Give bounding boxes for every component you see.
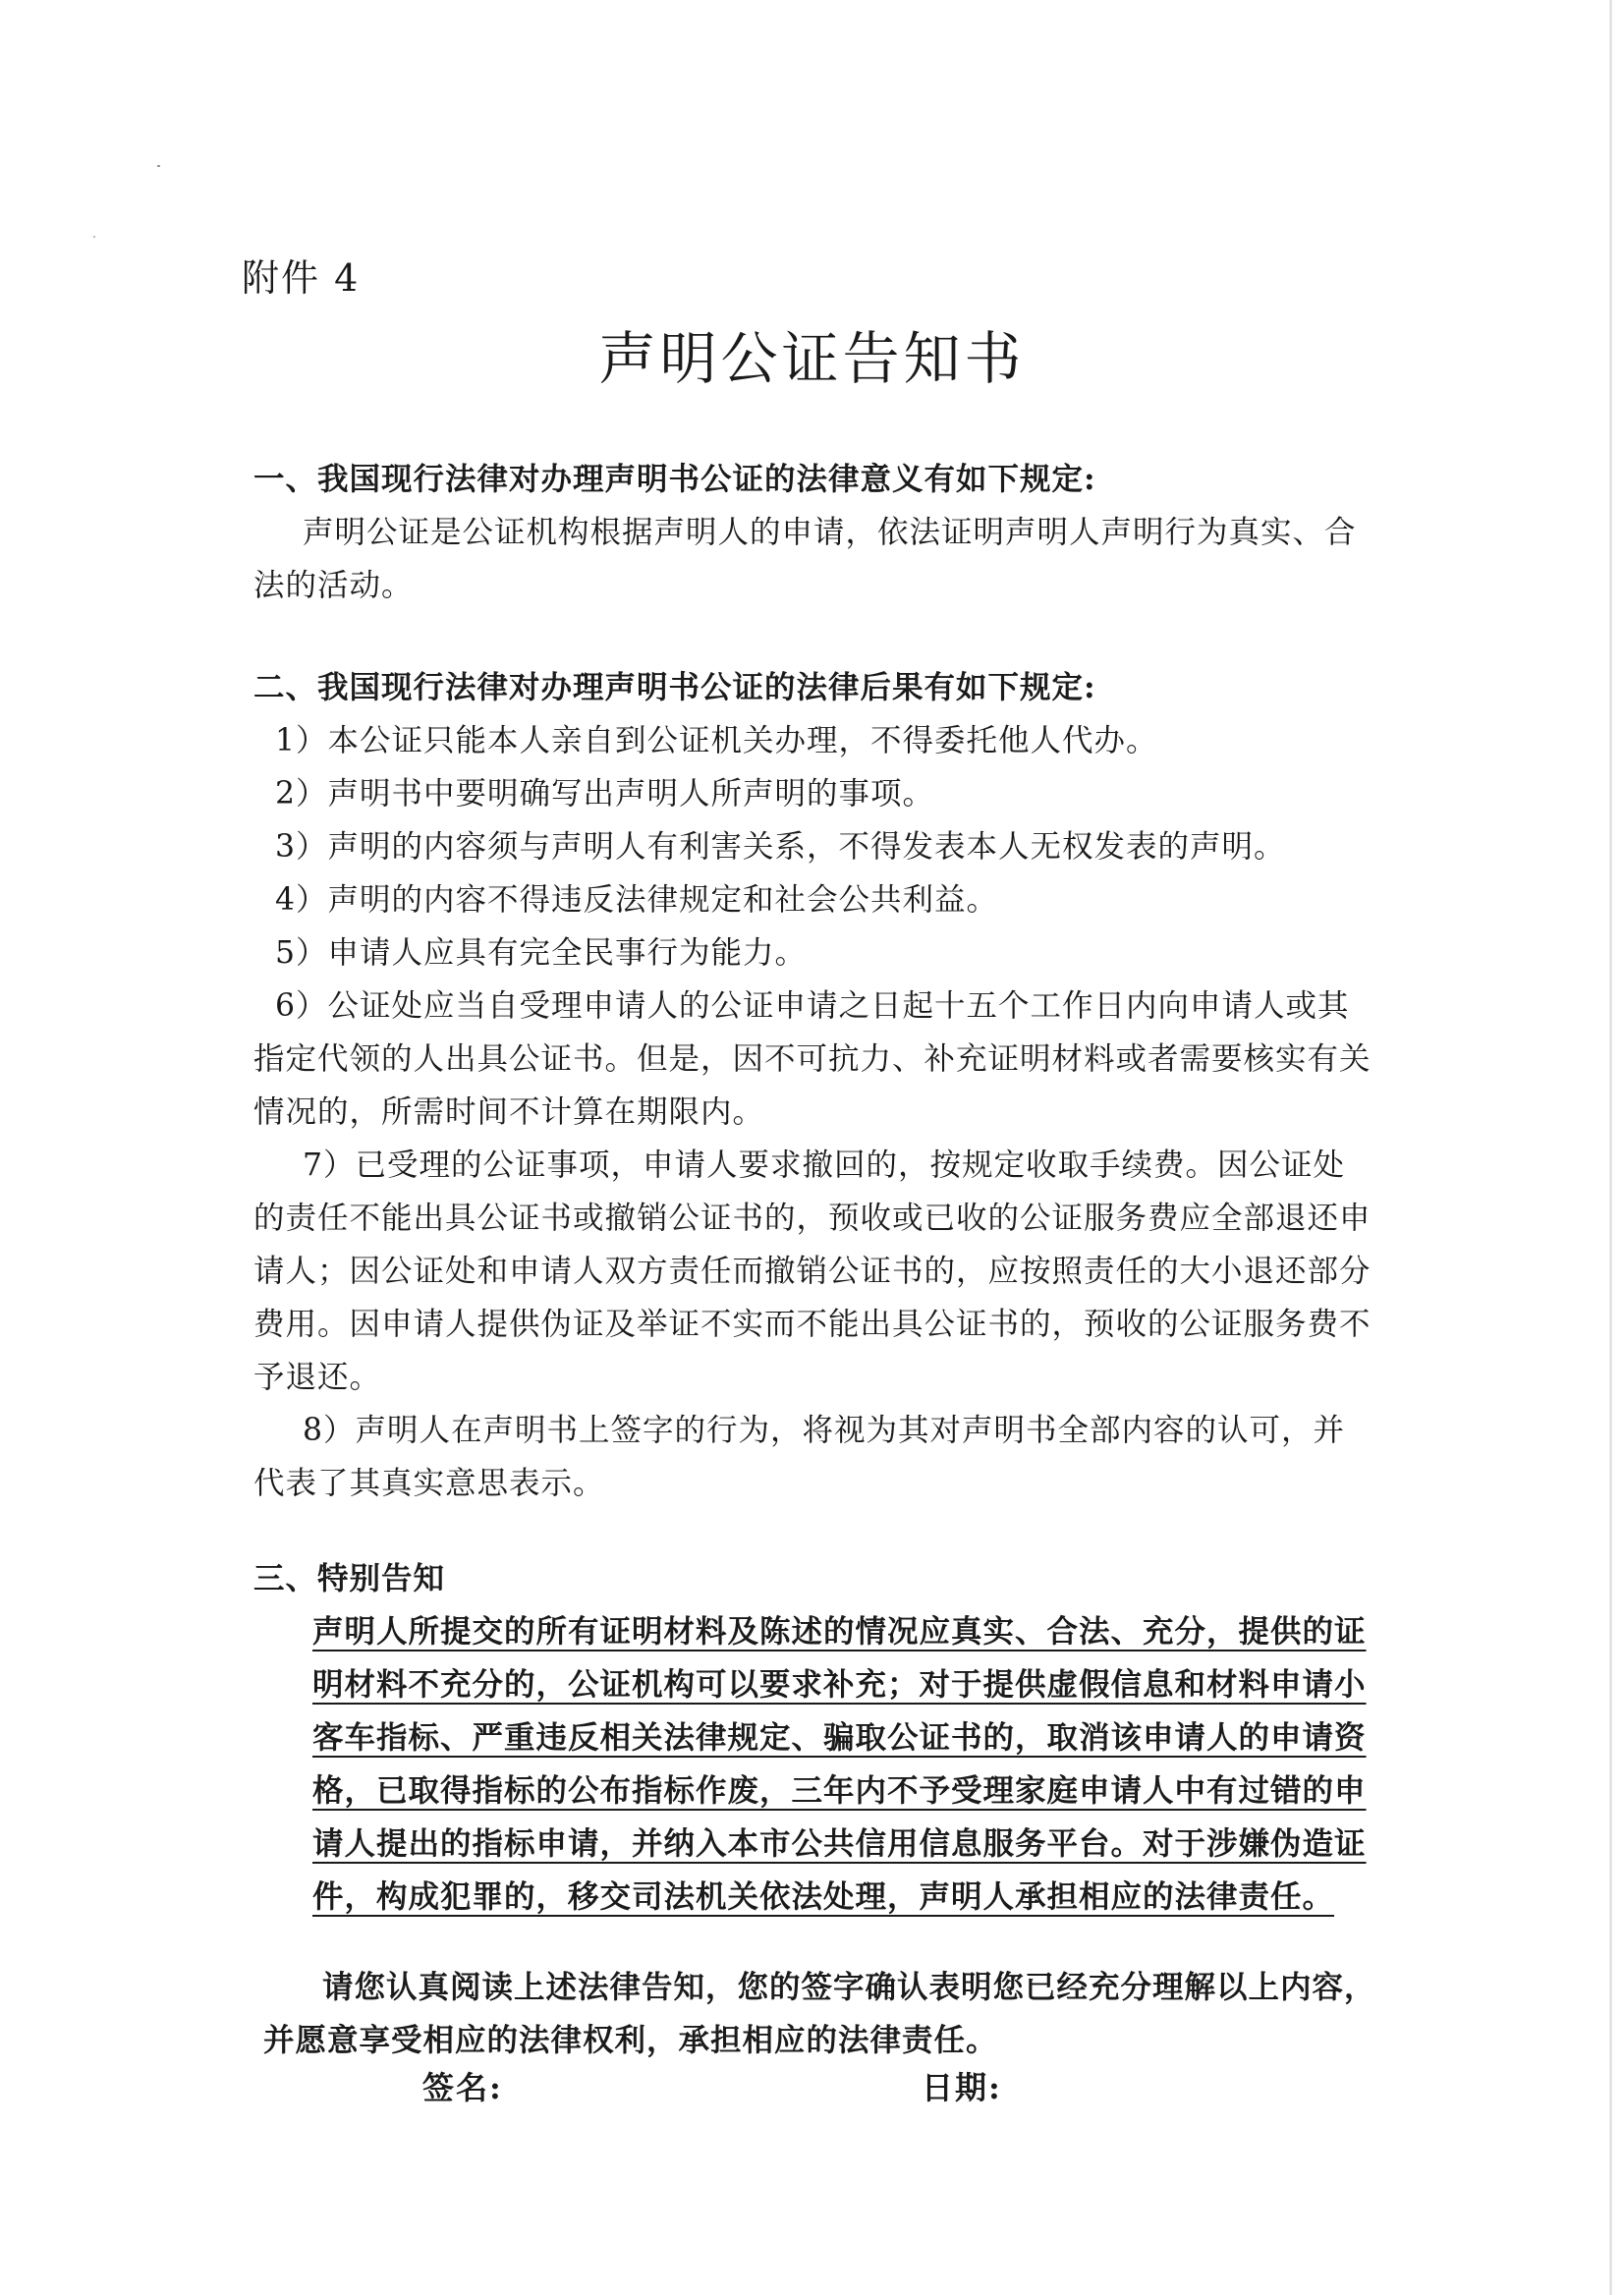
section3 xyxy=(253,1552,1383,1924)
document-title: 声明公证告知书 xyxy=(598,325,1026,392)
section3-heading: 三、特别告知 xyxy=(253,1560,446,1596)
section2-item-7-cont: 予退还。 xyxy=(253,1360,382,1395)
special-notice-line: 格，已取得指标的公布指标作废，三年内不予受理家庭申请人中有过错的申 xyxy=(312,1772,1367,1809)
date-label: 日期: xyxy=(922,2069,1002,2106)
section2-item-6-cont: 指定代领的人出具公证书。但是，因不可抗力、补充证明材料或者需要核实有关 xyxy=(253,1041,1372,1077)
section1-line: 法的活动。 xyxy=(253,568,414,603)
section2-item-7-cont: 的责任不能出具公证书或撤销公证书的，预收或已收的公证服务费应全部退还申 xyxy=(253,1201,1372,1236)
attachment-label: 附件 4 xyxy=(242,256,361,300)
section2-item-6-cont: 情况的，所需时间不计算在期限内。 xyxy=(253,1094,765,1130)
section2-item-8: 8）声明人在声明书上签字的行为，将视为其对声明书全部内容的认可，并 xyxy=(303,1413,1346,1448)
special-notice-line: 件，构成犯罪的，移交司法机关依法处理，声明人承担相应的法律责任。 xyxy=(312,1878,1335,1915)
section2-item-4: 4）声明的内容不得违反法律规定和社会公共利益。 xyxy=(275,882,999,918)
section2-item-5: 5）申请人应具有完全民事行为能力。 xyxy=(275,935,808,971)
special-notice-line: 声明人所提交的所有证明材料及陈述的情况应真实、合法、充分，提供的证 xyxy=(312,1613,1367,1650)
section1-line: 声明公证是公证机构根据声明人的申请，依法证明声明人声明行为真实、合 xyxy=(303,515,1357,550)
scan-speck xyxy=(93,236,95,238)
special-notice-line: 客车指标、严重违反相关法律规定、骗取公证书的，取消该申请人的申请资 xyxy=(312,1719,1367,1756)
scan-speck xyxy=(157,165,160,167)
section2-heading: 二、我国现行法律对办理声明书公证的法律后果有如下规定: xyxy=(253,669,1096,705)
section2-item-3: 3）声明的内容须与声明人有利害关系，不得发表本人无权发表的声明。 xyxy=(275,829,1286,865)
closing-statement xyxy=(253,1961,1383,2067)
section2-item-7: 7）已受理的公证事项，申请人要求撤回的，按规定收取手续费。因公证处 xyxy=(303,1148,1346,1183)
section2-item-7-cont: 费用。因申请人提供伪证及举证不实而不能出具公证书的，预收的公证服务费不 xyxy=(253,1307,1372,1342)
closing-line: 并愿意享受相应的法律权利，承担相应的法律责任。 xyxy=(263,2022,998,2058)
section1-heading: 一、我国现行法律对办理声明书公证的法律意义有如下规定: xyxy=(253,461,1096,497)
section1 xyxy=(253,453,1383,612)
section2 xyxy=(253,661,1383,1510)
section2-item-6: 6）公证处应当自受理申请人的公证申请之日起十五个工作日内向申请人或其 xyxy=(275,988,1350,1024)
section2-item-1: 1）本公证只能本人亲自到公证机关办理，不得委托他人代办。 xyxy=(275,723,1158,758)
special-notice-line: 请人提出的指标申请，并纳入本市公共信用信息服务平台。对于涉嫌伪造证 xyxy=(312,1825,1367,1862)
special-notice-line: 明材料不充分的，公证机构可以要求补充；对于提供虚假信息和材料申请小 xyxy=(312,1666,1367,1703)
signature-label: 签名: xyxy=(422,2069,503,2106)
section2-item-2: 2）声明书中要明确写出声明人所声明的事项。 xyxy=(275,776,935,812)
section2-item-8-cont: 代表了其真实意思表示。 xyxy=(253,1466,605,1501)
closing-line: 请您认真阅读上述法律告知，您的签字确认表明您已经充分理解以上内容， xyxy=(322,1969,1376,2005)
section2-item-7-cont: 请人；因公证处和申请人双方责任而撤销公证书的，应按照责任的大小退还部分 xyxy=(253,1254,1372,1289)
